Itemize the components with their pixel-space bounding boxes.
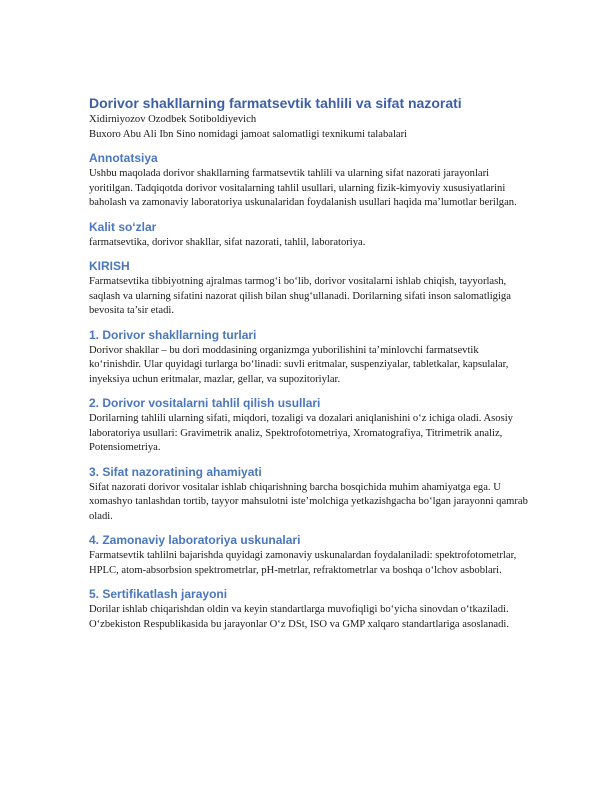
section-heading-4: 4. Zamonaviy laboratoriya uskunalari xyxy=(89,533,301,547)
document-page xyxy=(89,94,529,632)
author-affiliation: Buxoro Abu Ali Ibn Sino nomidagi jamoat salomatligi texnikumi talabalari xyxy=(89,128,408,140)
section-heading-5: 5. Sertifikatlash jarayoni xyxy=(89,587,228,601)
author-name: Xidirniyozov Ozodbek Sotiboldiyevich xyxy=(89,114,257,125)
section-text-keywords: farmatsevtika, dorivor shakllar, sifat nazorati, tahlil, laboratoriya. xyxy=(89,236,366,248)
section-heading-2: 2. Dorivor vositalarni tahlil qilish usullari xyxy=(89,396,321,410)
section-text-2: Dorilarning tahlili ularning sifati, miqdori, tozaligi va dozalari aniqlanishini o‘z ichiga oladi. Asosiy laboratoriya usullari: Gravimetrik analiz, Spektrofotometriya, Xromatografiya, Titrimetrik analiz, Potensiometriya. xyxy=(89,413,513,453)
section-heading-3: 3. Sifat nazoratining ahamiyati xyxy=(89,464,262,479)
section-text-introduction: Farmatsevtika tibbiyotning ajralmas tarmog‘i bo‘lib, dorivor vositalarni ishlab chiqish, tayyorlash, saqlash va ularning sifatini nazorat qilish bilan shug‘ullanadi. Dorilarning sifati inson salomatligiga bevosita ta’sir etadi. xyxy=(89,276,511,316)
section-heading-keywords: Kalit so‘zlar xyxy=(89,219,157,234)
section-heading-introduction: KIRISH xyxy=(89,259,130,273)
section-text-4: Farmatsevtik tahlilni bajarishda quyidagi zamonaviy uskunalardan foydalaniladi: spektrofotometrlar, HPLC, atom-absorbsion spektrometrlar, pH-metrlar, refraktometrlar va boshqa o‘lchov asboblari. xyxy=(89,550,517,576)
section-text-abstract: Ushbu maqolada dorivor shakllarning farmatsevtik tahlili va ularning sifat nazorati jarayonlari yoritilgan. Tadqiqotda dorivor vositalarning tahlil usullari, ularning fizik-kimyoviy xususiyatlarini baholash va zamonaviy laboratoriya uskunalaridan foydalanish usullari haqida ma’lumotlar berilgan. xyxy=(89,168,517,208)
document-title: Dorivor shakllarning farmatsevtik tahlili va sifat nazorati xyxy=(89,95,462,111)
section-text-3: Sifat nazorati dorivor vositalar ishlab chiqarishning barcha bosqichida muhim ahamiyatga ega. U xomashyo tanlashdan tortib, tayyor mahsulotni iste’molchiga yetkazishgacha bo‘lgan jarayonni qamrab oladi. xyxy=(89,481,528,522)
section-heading-1: 1. Dorivor shakllarning turlari xyxy=(89,327,257,342)
section-text-5: Dorilar ishlab chiqarishdan oldin va keyin standartlarga muvofiqligi bo‘yicha sinovdan o‘tkaziladi. O‘zbekiston Respublikasida bu jarayonlar O‘z DSt, ISO va GMP xalqaro standartlariga asoslanadi. xyxy=(89,604,510,630)
section-heading-abstract: Annotatsiya xyxy=(89,151,158,165)
section-text-1: Dorivor shakllar – bu dori moddasining organizmga yuborilishini ta’minlovchi farmatsevtik ko‘rinishdir. Ular quyidagi turlarga bo‘linadi: suvli eritmalar, suspenziyalar, tabletkalar, kapsulalar, inyeksiya uchun eritmalar, mazlar, gellar, va supozitoriylar. xyxy=(89,344,509,385)
